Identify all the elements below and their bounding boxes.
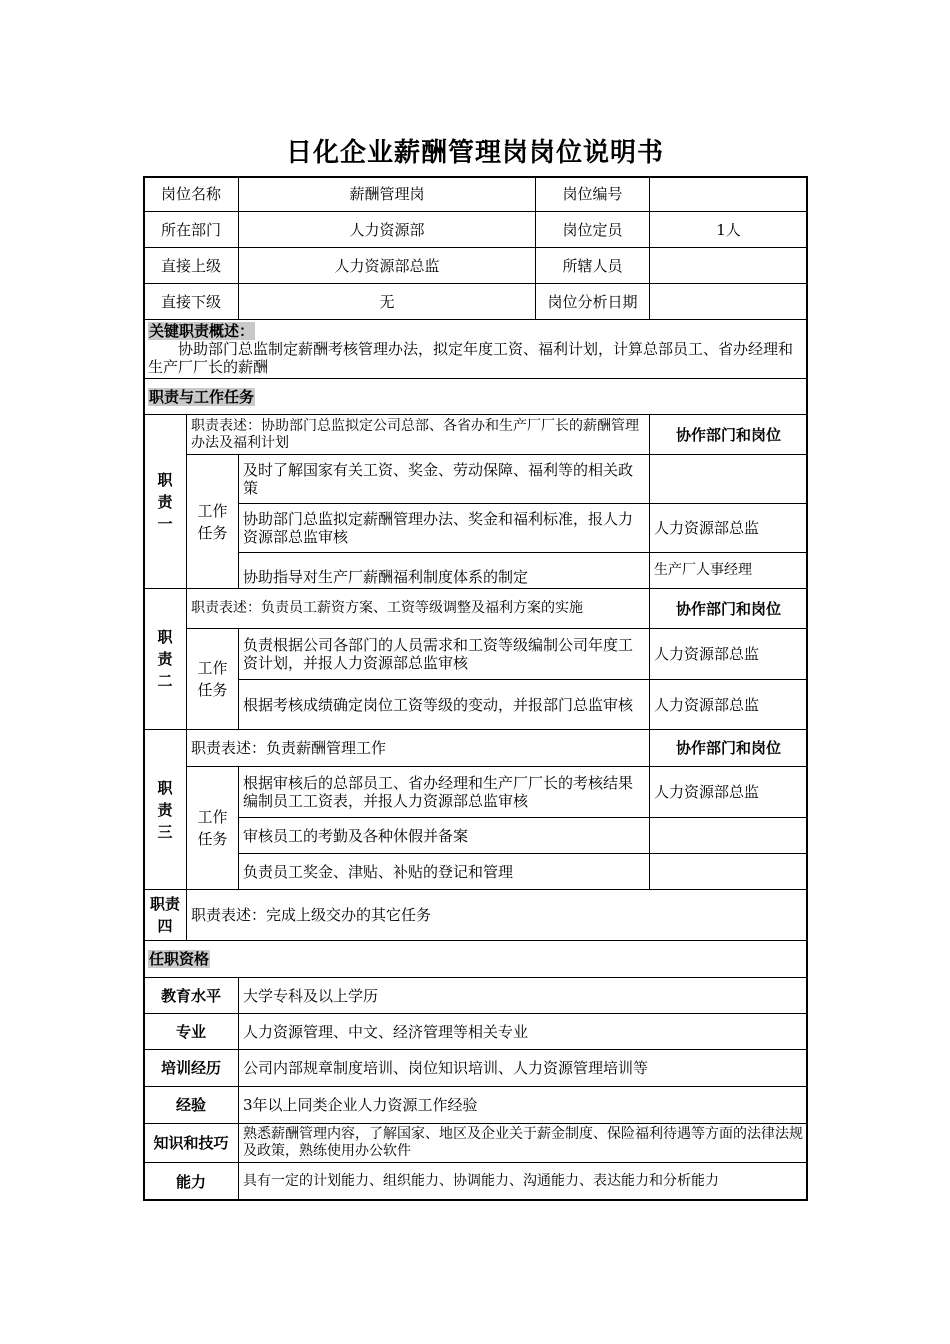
duty-4-label: 职责四 (143, 889, 187, 941)
duty-2-task-1-collab: 人力资源部总监 (649, 628, 808, 680)
experience-label: 经验 (143, 1086, 239, 1124)
duty-2-label: 职责二 (143, 588, 187, 730)
duty-2-task-2: 根据考核成绩确定岗位工资等级的变动，并报部门总监审核 (238, 679, 650, 730)
duties-heading-row (143, 378, 808, 415)
superior-label: 直接上级 (143, 247, 239, 284)
experience-value: 3年以上同类企业人力资源工作经验 (238, 1086, 808, 1124)
duty-2-desc: 职责表述：负责员工薪资方案、工资等级调整及福利方案的实施 (186, 588, 650, 629)
duty-4-desc: 职责表述：完成上级交办的其它任务 (186, 889, 808, 941)
post-name-label: 岗位名称 (143, 176, 239, 212)
duty-1-task-label: 工作任务 (186, 454, 239, 589)
duty-1-task-3: 协助指导对生产厂薪酬福利制度体系的制定 (238, 552, 650, 589)
duty-1-task-2-collab: 人力资源部总监 (649, 503, 808, 553)
qualifications-heading-row (143, 940, 808, 978)
duty-2-collab-header: 协作部门和岗位 (649, 588, 808, 629)
post-name-value: 薪酬管理岗 (238, 176, 536, 212)
major-value: 人力资源管理、中文、经济管理等相关专业 (238, 1013, 808, 1050)
overview-text: 协助部门总监制定薪酬考核管理办法，拟定年度工资、福利计划，计算总部员工、省办经理和生产厂厂长的薪酬 (148, 340, 794, 376)
post-code-value (649, 176, 808, 212)
staff-label: 所辖人员 (535, 247, 650, 284)
major-label: 专业 (143, 1013, 239, 1050)
duty-3-collab-header: 协作部门和岗位 (649, 729, 808, 767)
overview-heading: 关键职责概述： (149, 322, 255, 340)
duty-1-task-3-collab: 生产厂人事经理 (649, 552, 808, 589)
subordinate-label: 直接下级 (143, 283, 239, 320)
key-duty-overview (143, 319, 808, 379)
qualifications-heading: 任职资格 (149, 950, 210, 968)
duty-2-task-2-collab: 人力资源部总监 (649, 679, 808, 730)
duties-heading: 职责与工作任务 (149, 387, 255, 406)
duty-3-task-1-collab: 人力资源部总监 (649, 766, 808, 818)
training-value: 公司内部规章制度培训、岗位知识培训、人力资源管理培训等 (238, 1049, 808, 1087)
duty-3-task-2-collab (649, 817, 808, 854)
dept-value: 人力资源部 (238, 211, 536, 248)
duty-1-label: 职责一 (143, 414, 187, 589)
duty-3-label: 职责三 (143, 729, 187, 890)
education-label: 教育水平 (143, 977, 239, 1014)
duty-3-task-3: 负责员工奖金、津贴、补贴的登记和管理 (238, 853, 650, 890)
page-title: 日化企业薪酬管理岗岗位说明书 (285, 138, 664, 168)
dept-label: 所在部门 (143, 211, 239, 248)
duty-2-task-label: 工作任务 (186, 628, 239, 730)
ability-value: 具有一定的计划能力、组织能力、协调能力、沟通能力、表达能力和分析能力 (238, 1162, 808, 1201)
duty-3-task-label: 工作任务 (186, 766, 239, 890)
duty-3-desc: 职责表述：负责薪酬管理工作 (186, 729, 650, 767)
duty-1-task-2: 协助部门总监拟定薪酬管理办法、奖金和福利标准，报人力资源部总监审核 (238, 503, 650, 553)
training-label: 培训经历 (143, 1049, 239, 1087)
duty-2-task-1: 负责根据公司各部门的人员需求和工资等级编制公司年度工资计划，并报人力资源部总监审核 (238, 628, 650, 680)
superior-value: 人力资源部总监 (238, 247, 536, 284)
staff-value (649, 247, 808, 284)
quota-value: 1人 (649, 211, 808, 248)
ability-label: 能力 (143, 1162, 239, 1201)
analysis-date-label: 岗位分析日期 (535, 283, 650, 320)
duty-1-collab-header: 协作部门和岗位 (649, 414, 808, 455)
knowledge-label: 知识和技巧 (143, 1123, 239, 1163)
duty-3-task-2: 审核员工的考勤及各种休假并备案 (238, 817, 650, 854)
knowledge-value: 熟悉薪酬管理内容，了解国家、地区及企业关于薪金制度、保险福利待遇等方面的法律法规及政策，熟练使用办公软件 (238, 1123, 808, 1163)
education-value: 大学专科及以上学历 (238, 977, 808, 1014)
subordinate-value: 无 (238, 283, 536, 320)
duty-3-task-3-collab (649, 853, 808, 890)
duty-1-task-1-collab (649, 454, 808, 504)
analysis-date-value (649, 283, 808, 320)
duty-1-task-1: 及时了解国家有关工资、奖金、劳动保障、福利等的相关政策 (238, 454, 650, 504)
post-code-label: 岗位编号 (535, 176, 650, 212)
quota-label: 岗位定员 (535, 211, 650, 248)
duty-1-desc: 职责表述：协助部门总监拟定公司总部、各省办和生产厂厂长的薪酬管理办法及福利计划 (186, 414, 650, 455)
duty-3-task-1: 根据审核后的总部员工、省办经理和生产厂厂长的考核结果编制员工工资表，并报人力资源部总监审核 (238, 766, 650, 818)
